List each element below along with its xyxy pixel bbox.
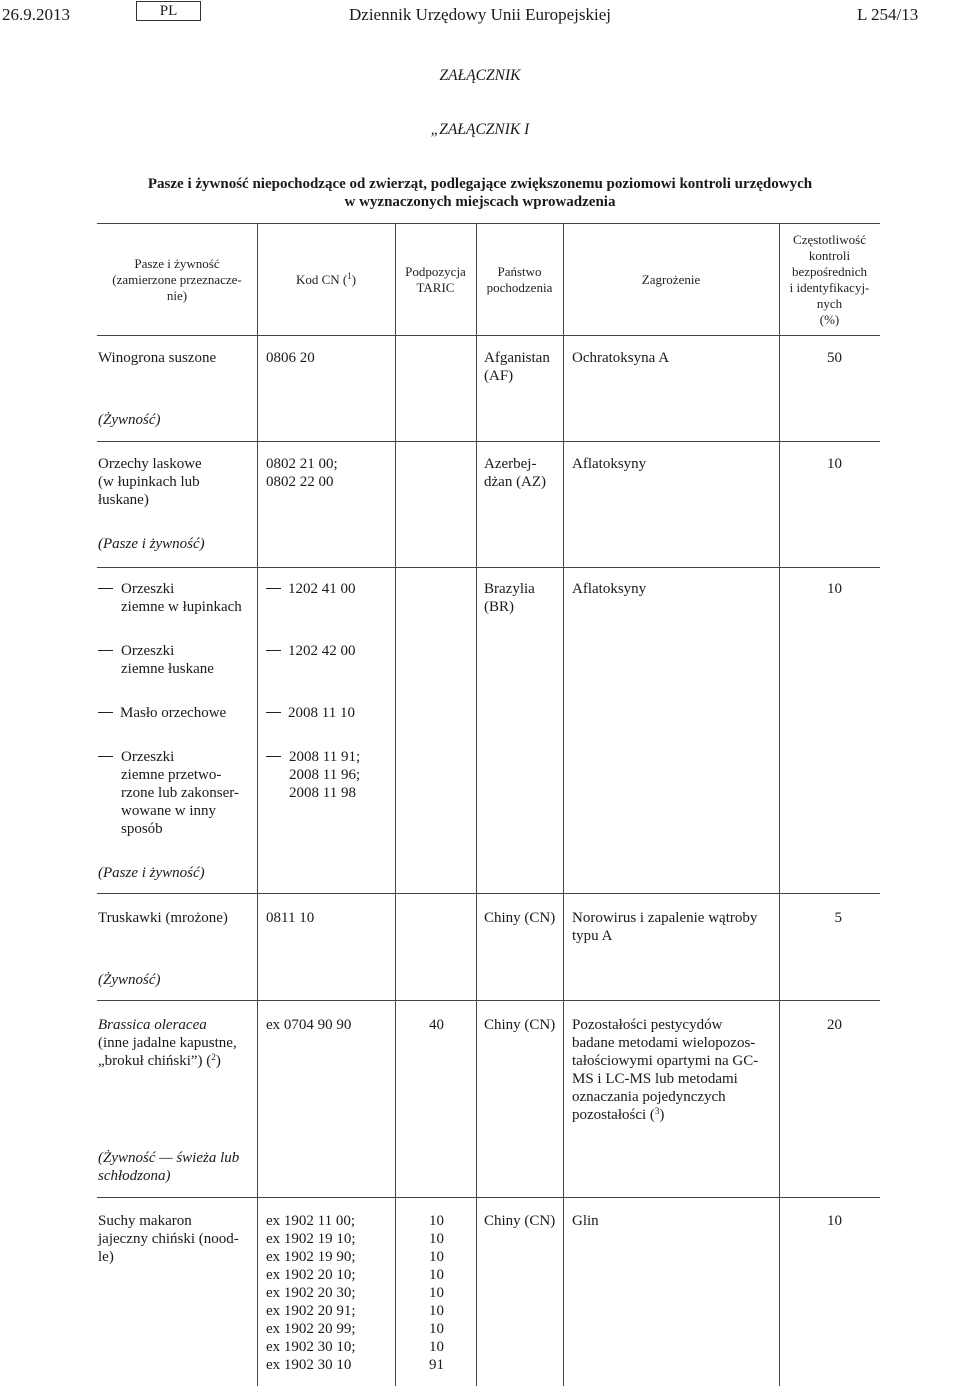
row-divider <box>97 1000 880 1001</box>
check-frequency: 5 <box>834 910 842 926</box>
product-name: Orzeszki ziemne przetwo- rzone lub zakonser- wowane w inny sposób <box>98 748 120 766</box>
column-divider <box>476 223 477 1386</box>
dash-marker <box>266 588 281 589</box>
dash-marker <box>98 650 113 651</box>
product-name-description: (inne jadalne kapustne, „brokuł chiński”) ($^2$) <box>98 1035 237 1069</box>
cn-code: 0802 21 00; 0802 22 00 <box>266 456 338 490</box>
intended-use: (Pasze i żywność) <box>98 865 205 881</box>
page-reference: L 254/13 <box>857 5 919 24</box>
check-frequency: 10 <box>827 456 842 472</box>
dash-marker <box>98 588 113 589</box>
hazard: Ochratoksyna A <box>572 350 670 366</box>
row-divider <box>97 441 880 442</box>
intended-use: (Żywność) <box>98 412 161 428</box>
check-frequency: 20 <box>827 1017 842 1033</box>
check-frequency: 10 <box>827 581 842 597</box>
check-frequency: 50 <box>827 350 842 366</box>
dash-marker <box>98 712 113 713</box>
hazard: Aflatoksyny <box>572 581 647 597</box>
column-header-country: Państwo pochodzenia <box>486 264 553 295</box>
column-header-hazard: Zagrożenie <box>641 272 701 287</box>
country-of-origin: Chiny (CN) <box>484 1017 556 1033</box>
cn-code: 1202 41 00 <box>266 580 356 598</box>
country-of-origin: Azerbej- dżan (AZ) <box>484 456 547 490</box>
dash-marker <box>98 756 113 757</box>
country-of-origin: Brazylia (BR) <box>484 581 535 615</box>
row-divider <box>97 1197 880 1198</box>
product-name: Winogrona suszone <box>98 350 217 366</box>
cn-code: ex 0704 90 90 <box>266 1017 352 1033</box>
product-name: Suchy makaron jajeczny chiński (nood- le) <box>98 1213 239 1265</box>
product-name: Truskawki (mrożone) <box>98 910 228 926</box>
cn-code: ex 1902 11 00; ex 1902 19 10; ex 1902 19 90; ex 1902 20 10; ex 1902 20 30; ex 1902 20 91; ex 1902 20 99; ex 1902 30 10; ex 1902 30 10 <box>266 1213 356 1373</box>
intended-use: (Pasze i żywność) <box>98 536 205 552</box>
country-of-origin: Chiny (CN) <box>484 1213 556 1229</box>
journal-title: Dziennik Urzędowy Unii Europejskiej <box>349 5 612 24</box>
column-header-cn-code: Kod CN ($^1$) <box>295 271 357 287</box>
hazard: Pozostałości pestycydów badane metodami wielopozos- tałościowymi opartymi na GC- MS i LC-MS lub metodami oznaczania pojedynczych pozostałości ($^3$) <box>572 1017 759 1123</box>
country-of-origin: Chiny (CN) <box>484 910 556 926</box>
country-of-origin: Afganistan (AF) <box>484 350 550 384</box>
table-top-rule <box>97 223 880 224</box>
hazard: Aflatoksyny <box>572 456 647 472</box>
cn-code: 0811 10 <box>266 910 315 926</box>
product-name: Orzeszki ziemne w łupinkach <box>98 580 120 598</box>
row-divider <box>97 893 880 894</box>
column-divider <box>563 223 564 1386</box>
column-header-feed-food: Pasze i żywność (zamierzone przeznacze- nie) <box>112 256 242 303</box>
language-code-box: PL <box>136 1 201 21</box>
dash-marker <box>266 712 281 713</box>
taric-subdivision: 10 10 10 10 10 10 10 10 91 <box>429 1213 444 1373</box>
product-name <box>98 1016 237 1070</box>
intended-use: (Żywność) <box>98 972 161 988</box>
taric-subdivision: 40 <box>429 1017 444 1033</box>
column-divider <box>395 223 396 1386</box>
annex-heading-line-1: Pasze i żywność niepochodzące od zwierząt, podlegające zwiększonemu poziomowi kontroli urzędowych <box>147 176 813 192</box>
hazard: Norowirus i zapalenie wątroby typu A <box>572 910 758 944</box>
product-name: Orzeszki ziemne łuskane <box>98 642 120 660</box>
check-frequency: 10 <box>827 1213 842 1229</box>
cn-code: 0806 20 <box>266 350 315 366</box>
publication-date: 26.9.2013 <box>2 5 70 24</box>
cn-code: 1202 42 00 <box>266 642 356 660</box>
dash-marker <box>266 756 281 757</box>
product-name: Orzechy laskowe (w łupinkach lub łuskane) <box>98 456 202 508</box>
product-name-latin: Brassica oleracea <box>98 1017 207 1033</box>
annex-heading-line-2: w wyznaczonych miejscach wprowadzenia <box>344 194 616 210</box>
annex-title: ZAŁĄCZNIK <box>439 67 521 84</box>
hazard: Glin <box>572 1213 599 1229</box>
column-header-frequency: Częstotliwość kontroli bezpośrednich i identyfikacyj- nych (%) <box>789 232 870 327</box>
cn-code: 2008 11 10 <box>266 704 355 722</box>
annex-subtitle: „ZAŁĄCZNIK I <box>430 121 530 138</box>
table-header-rule <box>97 335 880 336</box>
product-name: Masło orzechowe <box>98 704 226 722</box>
column-header-taric: Podpozycja TARIC <box>405 264 466 295</box>
cn-code: 2008 11 91; 2008 11 96; 2008 11 98 <box>266 748 288 766</box>
row-divider <box>97 567 880 568</box>
intended-use: (Żywność — świeża lub schłodzona) <box>98 1150 240 1184</box>
dash-marker <box>266 650 281 651</box>
